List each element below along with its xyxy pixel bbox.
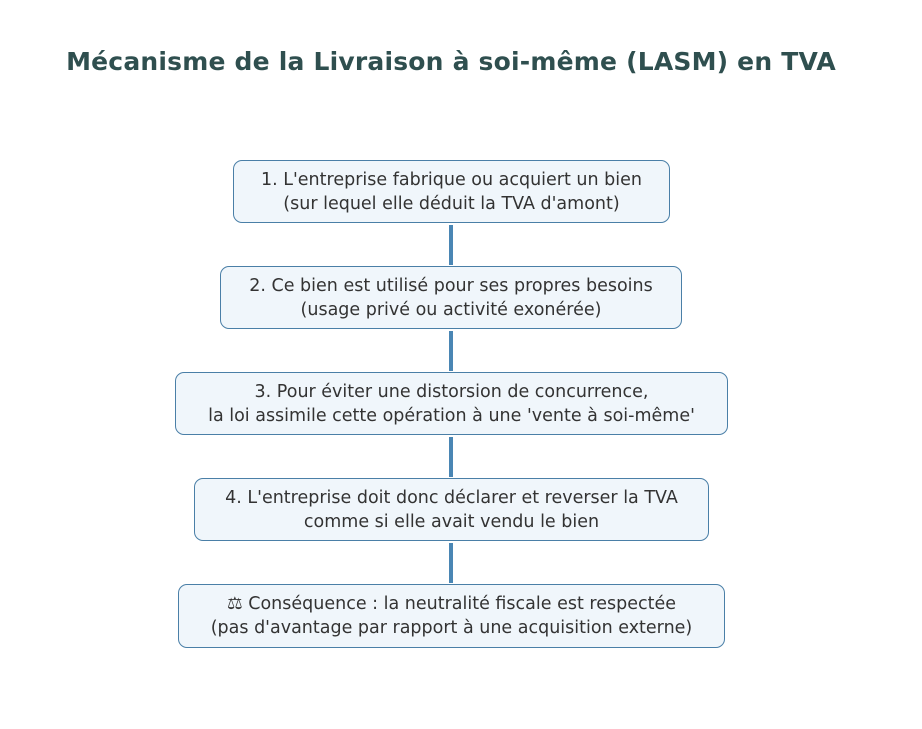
connector-line <box>449 543 453 583</box>
diagram-title: Mécanisme de la Livraison à soi-même (LASM) en TVA <box>66 47 836 76</box>
step-1-line-2: (sur lequel elle déduit la TVA d'amont) <box>283 193 620 214</box>
step-2-line-2: (usage privé ou activité exonérée) <box>300 299 602 320</box>
consequence-box <box>178 584 725 648</box>
consequence-line-2: (pas d'avantage par rapport à une acquisition externe) <box>210 618 693 638</box>
connector-line <box>449 331 453 371</box>
connector-line <box>449 437 453 477</box>
step-3-line-1: 3. Pour éviter une distorsion de concurrence, <box>254 381 649 402</box>
step-4-line-2: comme si elle avait vendu le bien <box>303 511 600 532</box>
step-box-1 <box>233 160 670 223</box>
step-3-line-2: la loi assimile cette opération à une 'vente à soi-même' <box>208 405 695 426</box>
step-1-line-1: 1. L'entreprise fabrique ou acquiert un bien <box>260 169 643 190</box>
consequence-line-1: ⚖ Conséquence : la neutralité fiscale est respectée <box>227 594 676 614</box>
step-box-4 <box>194 478 709 541</box>
step-4-line-1: 4. L'entreprise doit donc déclarer et reverser la TVA <box>225 487 678 508</box>
connector-line <box>449 225 453 265</box>
step-2-line-1: 2. Ce bien est utilisé pour ses propres besoins <box>249 275 653 296</box>
step-box-3 <box>175 372 728 435</box>
step-box-2 <box>220 266 682 329</box>
